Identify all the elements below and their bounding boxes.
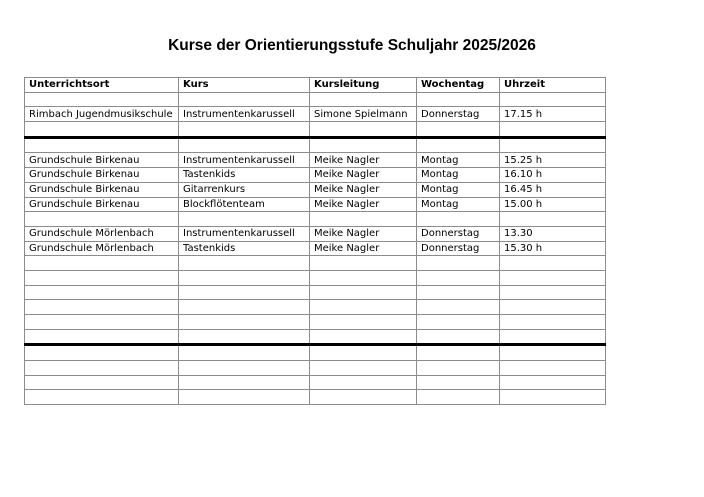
cell-course <box>179 329 310 345</box>
cell-time: 13.30 <box>500 226 606 241</box>
column-header-instructor: Kursleitung <box>310 78 417 93</box>
cell-location: Grundschule Birkenau <box>25 153 179 168</box>
page-title: Kurse der Orientierungsstufe Schuljahr 2025/2026 <box>168 37 536 54</box>
cell-course: Instrumentenkarussell <box>179 226 310 241</box>
table-row <box>25 212 606 227</box>
cell-time: 16.10 h <box>500 168 606 183</box>
cell-location <box>25 390 179 405</box>
cell-time <box>500 137 606 153</box>
table-row <box>25 197 606 212</box>
cell-time: 15.00 h <box>500 197 606 212</box>
cell-location <box>25 315 179 330</box>
cell-weekday <box>417 361 500 376</box>
cell-instructor: Meike Nagler <box>310 153 417 168</box>
cell-course: Gitarrenkurs <box>179 182 310 197</box>
cell-weekday <box>417 300 500 315</box>
cell-weekday: Donnerstag <box>417 226 500 241</box>
cell-course <box>179 92 310 107</box>
cell-location: Rimbach Jugendmusikschule <box>25 107 179 122</box>
cell-time <box>500 375 606 390</box>
cell-course <box>179 345 310 361</box>
cell-time <box>500 329 606 345</box>
cell-time: 16.45 h <box>500 182 606 197</box>
cell-location: Grundschule Birkenau <box>25 168 179 183</box>
table-row <box>25 137 606 153</box>
cell-course <box>179 270 310 285</box>
cell-weekday <box>417 270 500 285</box>
cell-weekday: Montag <box>417 153 500 168</box>
cell-course <box>179 285 310 300</box>
cell-time <box>500 315 606 330</box>
cell-course <box>179 361 310 376</box>
course-table <box>24 77 606 405</box>
cell-location: Grundschule Birkenau <box>25 197 179 212</box>
table-row <box>25 270 606 285</box>
cell-instructor <box>310 92 417 107</box>
cell-time: 17.15 h <box>500 107 606 122</box>
cell-location <box>25 122 179 138</box>
cell-weekday <box>417 92 500 107</box>
column-header-location: Unterrichtsort <box>25 78 179 93</box>
cell-time <box>500 345 606 361</box>
table-header-row <box>25 78 606 93</box>
table-row <box>25 153 606 168</box>
cell-weekday <box>417 137 500 153</box>
cell-instructor <box>310 361 417 376</box>
table-row <box>25 329 606 345</box>
cell-course: Blockflötenteam <box>179 197 310 212</box>
cell-weekday <box>417 315 500 330</box>
cell-course <box>179 122 310 138</box>
cell-course: Instrumentenkarussell <box>179 107 310 122</box>
cell-course <box>179 390 310 405</box>
cell-location <box>25 329 179 345</box>
column-header-time: Uhrzeit <box>500 78 606 93</box>
table-row <box>25 168 606 183</box>
table-row <box>25 315 606 330</box>
cell-instructor: Meike Nagler <box>310 226 417 241</box>
table-row <box>25 122 606 138</box>
cell-instructor: Simone Spielmann <box>310 107 417 122</box>
column-header-course: Kurs <box>179 78 310 93</box>
cell-time <box>500 300 606 315</box>
cell-weekday: Montag <box>417 168 500 183</box>
cell-instructor: Meike Nagler <box>310 241 417 256</box>
cell-location <box>25 345 179 361</box>
cell-time <box>500 270 606 285</box>
cell-weekday <box>417 390 500 405</box>
column-header-weekday: Wochentag <box>417 78 500 93</box>
cell-location <box>25 300 179 315</box>
table-row <box>25 345 606 361</box>
cell-course <box>179 315 310 330</box>
cell-weekday <box>417 285 500 300</box>
cell-course <box>179 137 310 153</box>
cell-course <box>179 256 310 271</box>
cell-instructor <box>310 122 417 138</box>
cell-weekday <box>417 375 500 390</box>
cell-weekday: Montag <box>417 182 500 197</box>
cell-location <box>25 256 179 271</box>
cell-weekday <box>417 212 500 227</box>
table-row <box>25 300 606 315</box>
cell-instructor <box>310 315 417 330</box>
cell-instructor <box>310 270 417 285</box>
table-row <box>25 375 606 390</box>
table-row <box>25 92 606 107</box>
cell-instructor: Meike Nagler <box>310 197 417 212</box>
cell-instructor <box>310 212 417 227</box>
cell-course <box>179 300 310 315</box>
cell-time <box>500 122 606 138</box>
table-row <box>25 107 606 122</box>
cell-instructor: Meike Nagler <box>310 182 417 197</box>
table-row <box>25 285 606 300</box>
cell-weekday <box>417 329 500 345</box>
table-row <box>25 361 606 376</box>
cell-weekday <box>417 345 500 361</box>
cell-instructor <box>310 300 417 315</box>
cell-time <box>500 212 606 227</box>
table-row <box>25 241 606 256</box>
cell-weekday: Montag <box>417 197 500 212</box>
cell-instructor <box>310 285 417 300</box>
cell-weekday: Donnerstag <box>417 241 500 256</box>
cell-instructor <box>310 256 417 271</box>
cell-weekday: Donnerstag <box>417 107 500 122</box>
cell-location: Grundschule Mörlenbach <box>25 241 179 256</box>
table-row <box>25 390 606 405</box>
cell-location: Grundschule Mörlenbach <box>25 226 179 241</box>
cell-instructor <box>310 345 417 361</box>
cell-time <box>500 361 606 376</box>
cell-course <box>179 212 310 227</box>
cell-course: Tastenkids <box>179 241 310 256</box>
cell-location <box>25 92 179 107</box>
cell-instructor <box>310 137 417 153</box>
cell-weekday <box>417 256 500 271</box>
cell-location <box>25 137 179 153</box>
cell-time: 15.30 h <box>500 241 606 256</box>
cell-location <box>25 270 179 285</box>
cell-time <box>500 256 606 271</box>
cell-location <box>25 361 179 376</box>
cell-location <box>25 285 179 300</box>
cell-course: Tastenkids <box>179 168 310 183</box>
cell-course <box>179 375 310 390</box>
cell-time: 15.25 h <box>500 153 606 168</box>
table-row <box>25 256 606 271</box>
table-row <box>25 226 606 241</box>
cell-time <box>500 390 606 405</box>
cell-time <box>500 92 606 107</box>
cell-location: Grundschule Birkenau <box>25 182 179 197</box>
cell-instructor <box>310 329 417 345</box>
cell-course: Instrumentenkarussell <box>179 153 310 168</box>
cell-weekday <box>417 122 500 138</box>
cell-instructor <box>310 390 417 405</box>
cell-location <box>25 375 179 390</box>
cell-time <box>500 285 606 300</box>
table-row <box>25 182 606 197</box>
cell-instructor: Meike Nagler <box>310 168 417 183</box>
cell-instructor <box>310 375 417 390</box>
cell-location <box>25 212 179 227</box>
